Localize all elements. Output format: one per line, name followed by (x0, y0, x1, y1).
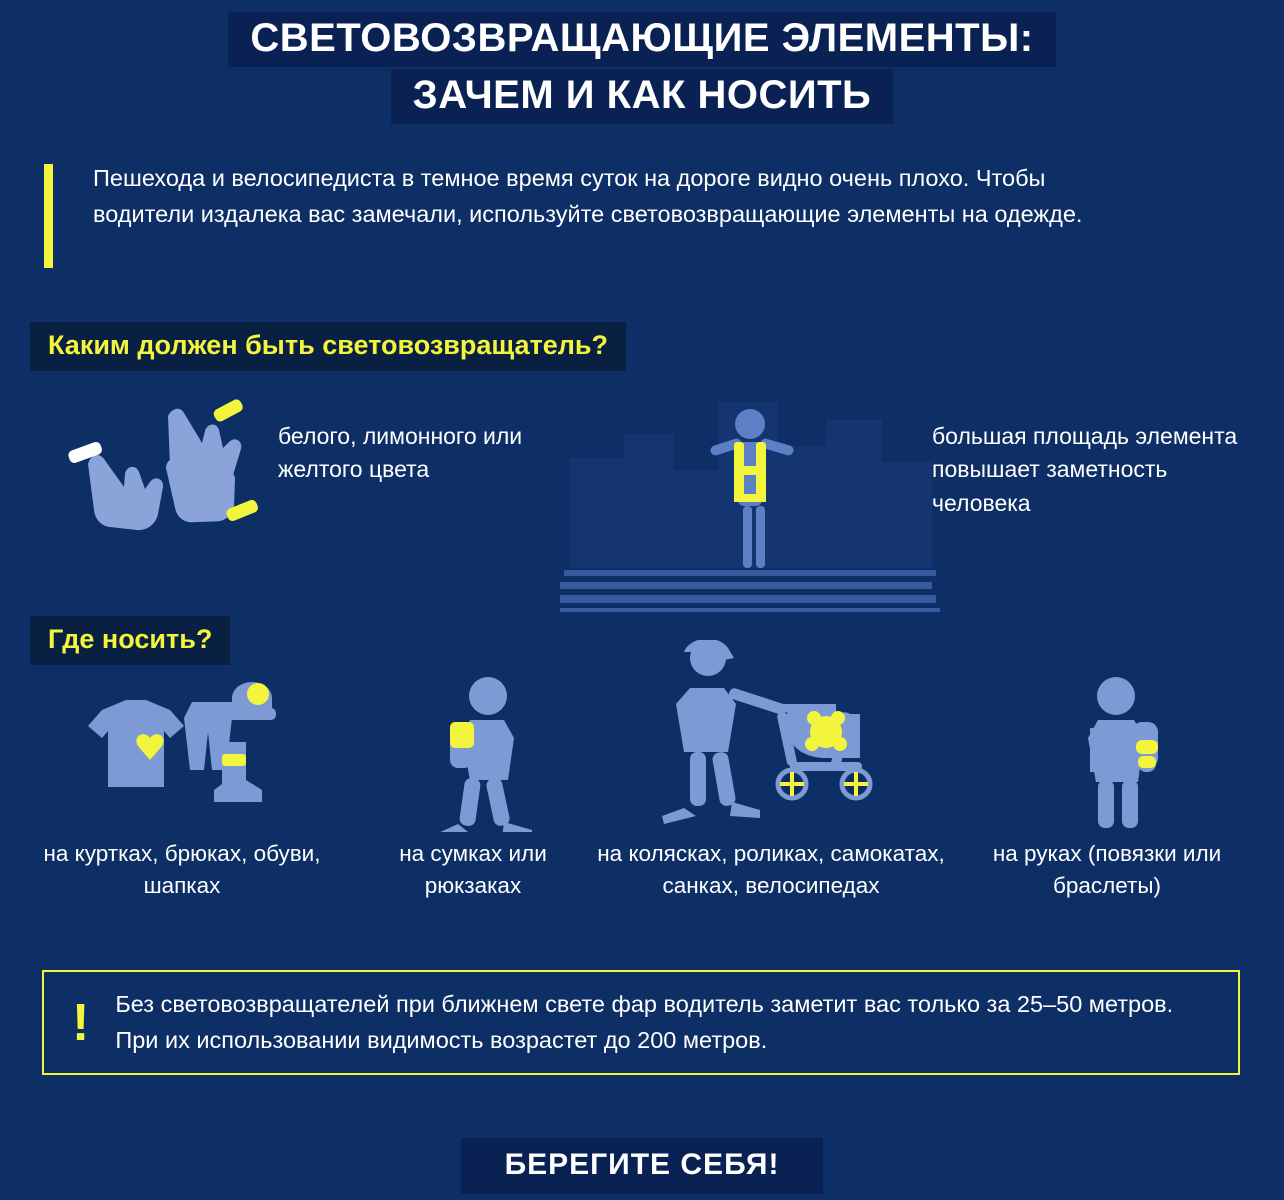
exclamation-icon: ! (72, 993, 90, 1052)
clothing-illustration (46, 680, 306, 830)
intro-text: Пешехода и велосипедиста в темное время суток на дороге видно очень плохо. Чтобы водители издалека вас замечали, используйте световозвращающие элементы на одежде. (93, 165, 1083, 228)
caption-where-clothing: на куртках, брюках, обуви, шапках (43, 841, 321, 898)
section-heading-requirements: Каким должен быть световозвращатель? (30, 322, 626, 371)
poster-title (0, 0, 1284, 136)
armband-illustration (1044, 672, 1204, 832)
caption-area: большая площадь элемента повышает заметность человека (932, 423, 1238, 516)
section-requirements (0, 378, 1284, 608)
gloves-illustration (30, 386, 280, 556)
footer-slogan: БЕРЕГИТЕ СЕБЯ! (461, 1138, 824, 1194)
footer (0, 1132, 1284, 1200)
intro-block (44, 160, 1184, 268)
title-line-2: ЗАЧЕМ И КАК НОСИТЬ (391, 69, 894, 124)
caption-where-vehicles: на колясках, роликах, самокатах, санках, велосипедах (597, 841, 945, 898)
warning-box (42, 970, 1240, 1075)
intro-accent-bar (44, 164, 53, 268)
caption-where-arms: на руках (повязки или браслеты) (992, 841, 1222, 898)
backpack-illustration (404, 672, 564, 832)
caption-color: белого, лимонного или желтого цвета (278, 423, 523, 483)
section-where-to-wear (0, 660, 1284, 960)
section-heading-where: Где носить? (30, 616, 230, 665)
stroller-illustration (650, 640, 900, 830)
warning-text: Без световозвращателей при ближнем свете фар водитель заметит вас только за 25–50 метров. При их использовании видимость возрастет до 200 метров. (115, 991, 1174, 1053)
caption-where-bags: на сумках или рюкзаках (399, 841, 547, 898)
city-crosswalk-illustration (560, 362, 940, 612)
title-line-1: СВЕТОВОЗВРАЩАЮЩИЕ ЭЛЕМЕНТЫ: (228, 12, 1055, 67)
